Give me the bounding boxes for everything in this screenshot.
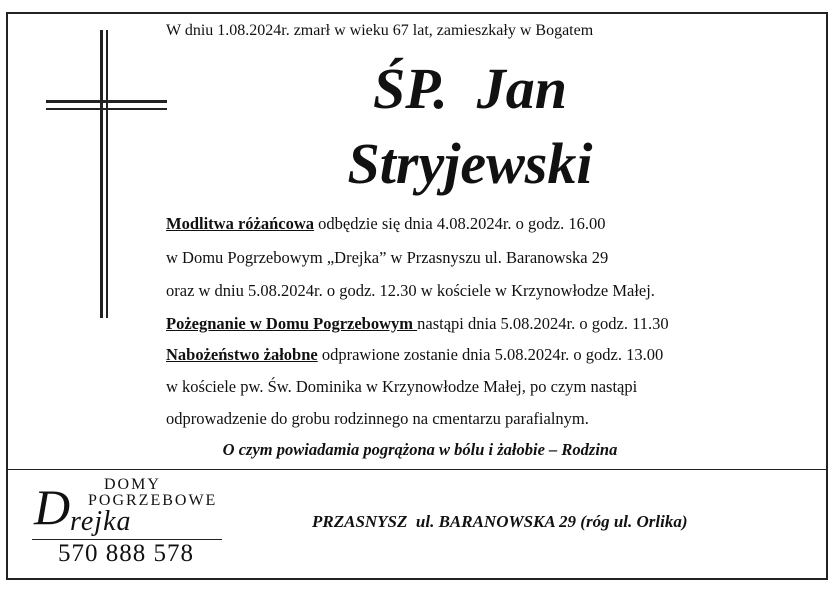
address: PRZASNYSZ ul. BARANOWSKA 29 (róg ul. Orlika) xyxy=(312,512,688,531)
intro-text: W dniu 1.08.2024r. zmarł w wieku 67 lat, zamieszkały w Bogatem xyxy=(166,22,594,39)
rosary-line xyxy=(166,214,605,234)
farewell-text: nastąpi dnia 5.08.2024r. o godz. 11.30 xyxy=(417,314,669,333)
service-line xyxy=(166,345,663,365)
deceased-name-line2: Stryjewski xyxy=(347,131,593,196)
rosary-text: odbędzie się dnia 4.08.2024r. o godz. 16.00 xyxy=(314,214,606,233)
farewell-label: Pożegnanie w Domu Pogrzebowym xyxy=(166,314,418,333)
phone-number: 570 888 578 xyxy=(58,540,194,567)
rosary-line2: w Domu Pogrzebowym „Drejka” w Przasnyszu ul. Baranowska 29 xyxy=(166,248,609,267)
logo-line2: POGRZEBOWE xyxy=(88,492,218,509)
divider xyxy=(8,469,826,470)
logo-name: rejka xyxy=(70,506,132,537)
service-line3: odprowadzenie do grobu rodzinnego na cmentarzu parafialnym. xyxy=(166,409,589,428)
service-text: odprawione zostanie dnia 5.08.2024r. o godz. 13.00 xyxy=(317,345,664,364)
logo-line1: DOMY xyxy=(104,476,161,493)
farewell-line xyxy=(166,314,669,334)
closing-text: O czym powiadamia pogrążona w bólu i żałobie – Rodzina xyxy=(222,440,618,459)
deceased-name-line1: ŚP. Jan xyxy=(373,56,567,121)
service-label: Nabożeństwo żałobne xyxy=(166,345,318,364)
rosary-label: Modlitwa różańcowa xyxy=(166,214,315,233)
logo-initial: D xyxy=(34,479,71,535)
rosary-line3: oraz w dniu 5.08.2024r. o godz. 12.30 w kościele w Krzynowłodze Małej. xyxy=(166,281,655,300)
service-line2: w kościele pw. Św. Dominika w Krzynowłodze Małej, po czym nastąpi xyxy=(166,377,638,396)
